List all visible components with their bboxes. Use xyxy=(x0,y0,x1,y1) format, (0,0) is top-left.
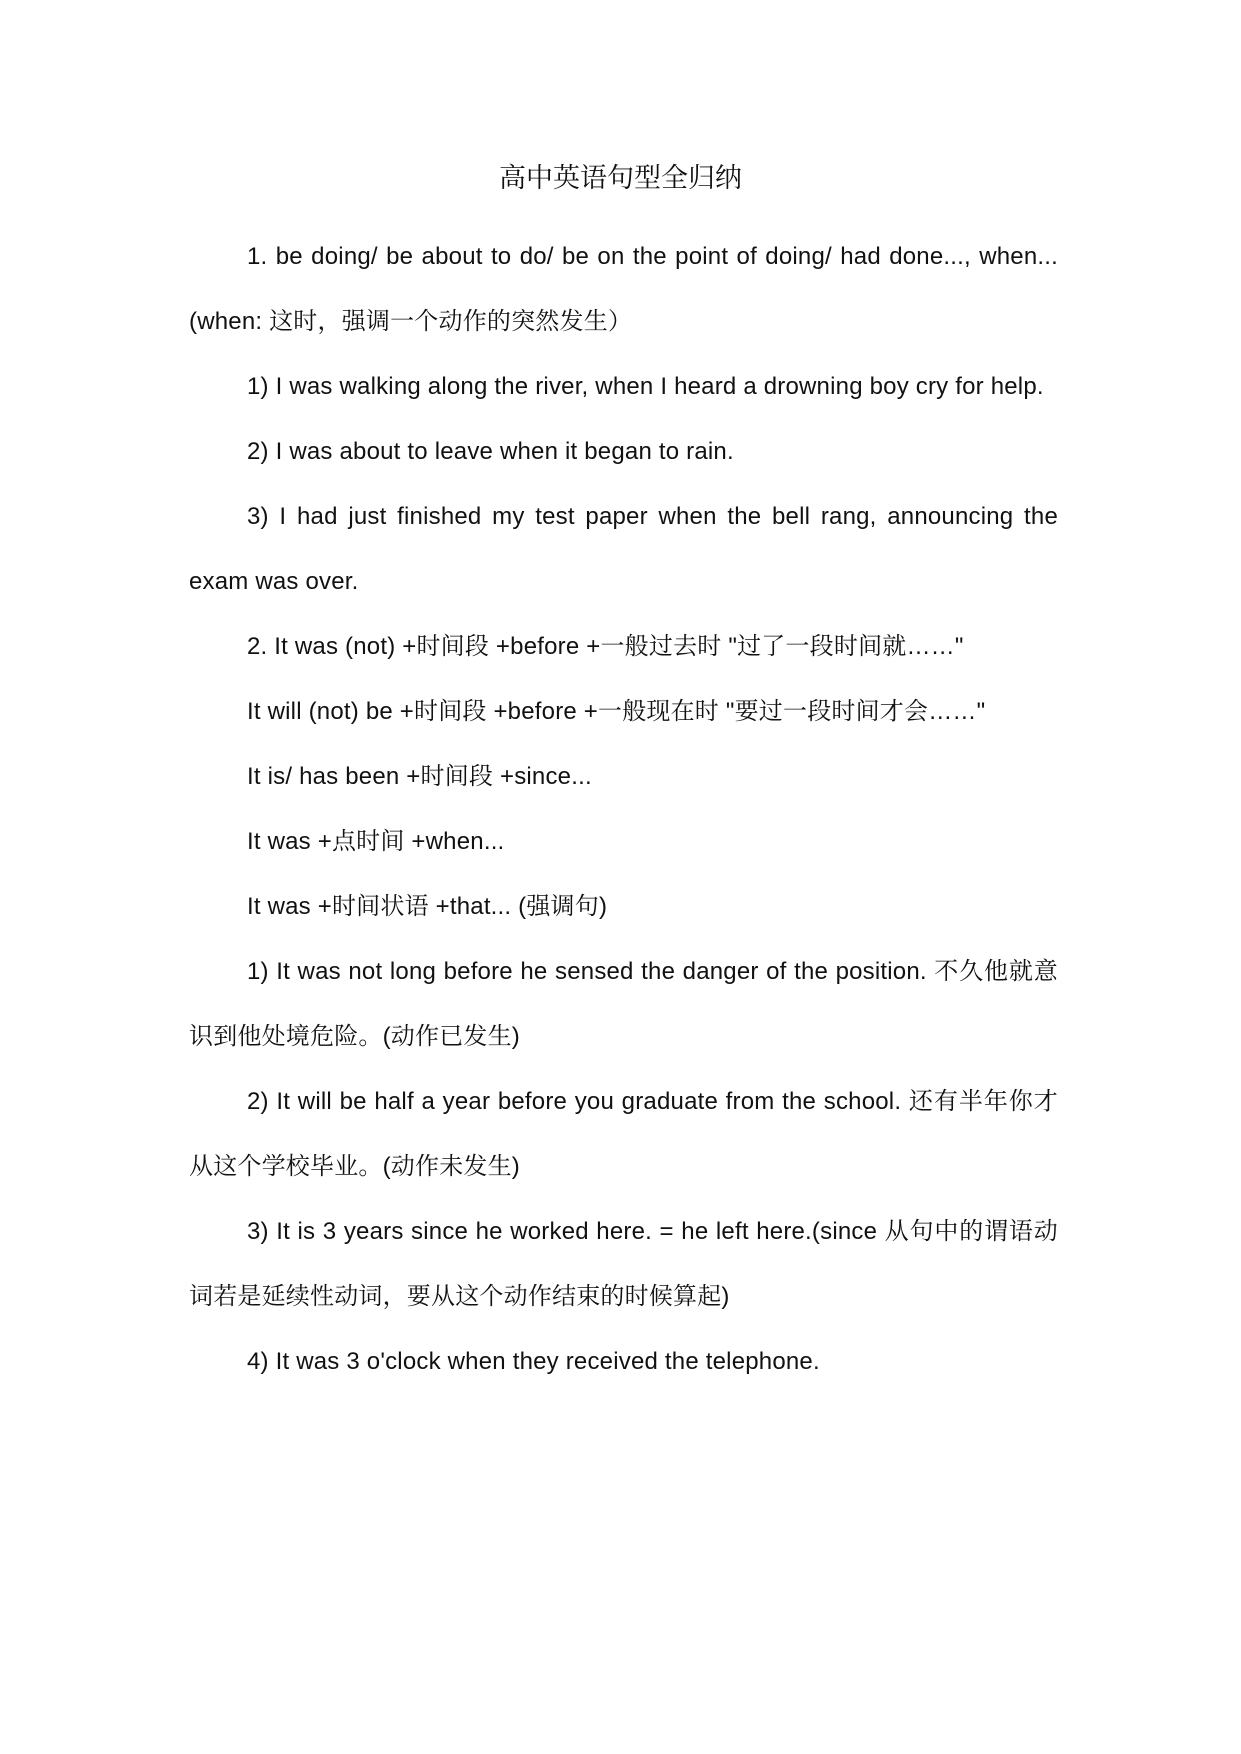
document-title: 高中英语句型全归纳 xyxy=(499,163,742,194)
paragraph-pattern-when: It was +点时间 +when... xyxy=(247,828,505,855)
paragraph-pattern-since: It is/ has been +时间段 +since... xyxy=(247,763,592,790)
paragraph-example-2-1: 1) It was not long before he sensed the danger of the position. 不久他就意识到他处境危险。(动作已发生) xyxy=(189,958,1058,1050)
paragraph-example-2-2: 2) It will be half a year before you graduate from the school. 还有半年你才从这个学校毕业。(动作未发生) xyxy=(189,1088,1058,1180)
paragraph-pattern-emphasis: It was +时间状语 +that... (强调句) xyxy=(247,893,608,920)
paragraph-example-2-4: 4) It was 3 o'clock when they received the telephone. xyxy=(247,1348,820,1375)
paragraph-example-1-1: 1) I was walking along the river, when I heard a drowning boy cry for help. xyxy=(247,373,1044,400)
paragraph-example-1-3: 3) I had just finished my test paper when the bell rang, announcing the exam was over. xyxy=(189,503,1058,595)
paragraph-example-2-3: 3) It is 3 years since he worked here. = he left here.(since 从句中的谓语动词若是延续性动词，要从这个动作结束的时候算起) xyxy=(189,1218,1058,1310)
paragraph-section-1-heading: 1. be doing/ be about to do/ be on the point of doing/ had done..., when... (when: 这时，强调一个动作的突然发生） xyxy=(189,243,1058,335)
document-body xyxy=(189,224,1058,1394)
paragraph-section-2-heading: 2. It was (not) +时间段 +before +一般过去时 "过了一段时间就……" xyxy=(247,633,964,660)
paragraph-pattern-will-before: It will (not) be +时间段 +before +一般现在时 "要过一段时间才会……" xyxy=(247,698,986,725)
paragraph-example-1-2: 2) I was about to leave when it began to rain. xyxy=(247,438,734,465)
